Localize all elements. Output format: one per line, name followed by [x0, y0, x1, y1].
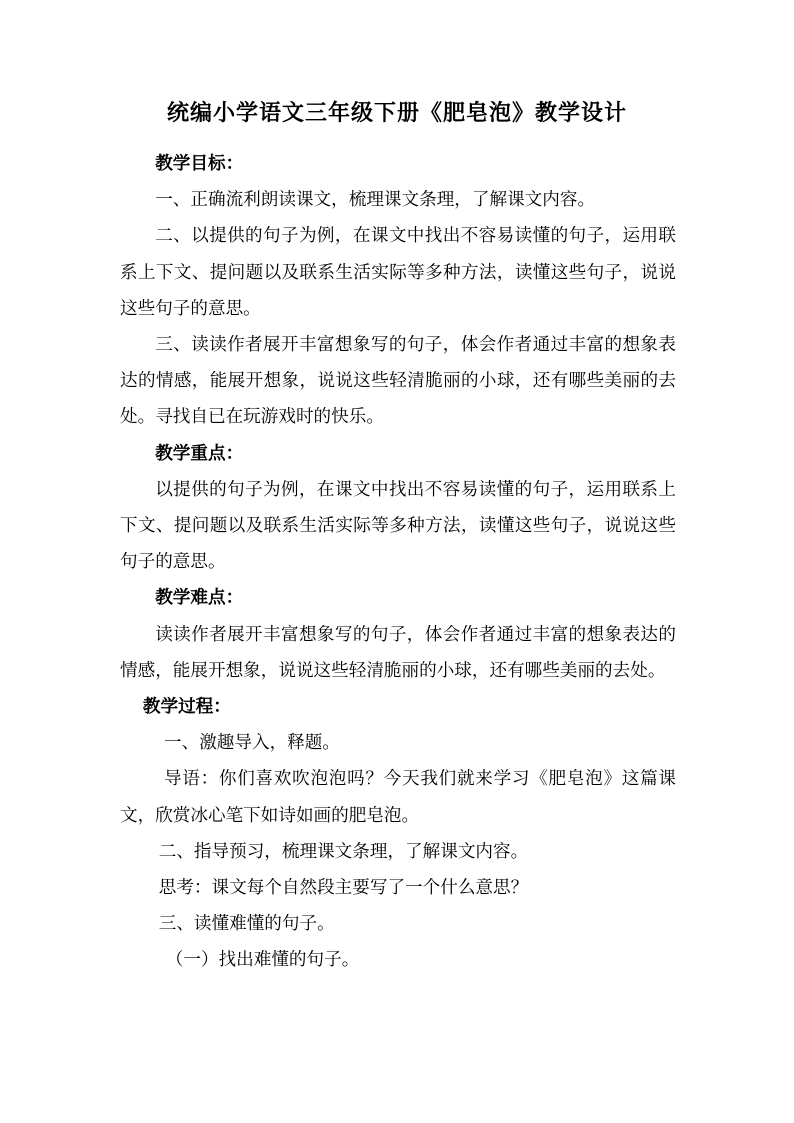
process-step-1: 一、激趣导入，释题。 — [164, 733, 340, 754]
process-step-2-think: 思考：课文每个自然段主要写了一个什么意思？ — [158, 878, 529, 899]
objective-3: 三、读读作者展开丰富想象写的句子，体会作者通过丰富的想象表达的情感，能展开想象，说说这些轻清脆丽的小球，还有哪些美丽的去处。寻找自已在玩游戏时的快乐。 — [120, 335, 676, 428]
process-step-3: 三、读懂难懂的句子。 — [158, 914, 335, 935]
difficulties-heading: 教学难点： — [155, 587, 244, 609]
process-step-3-sub-1: （一）找出难懂的句子。 — [165, 950, 360, 971]
objective-2: 二、以提供的句子为例，在课文中找出不容易读懂的句子，运用联系上下文、提问题以及联系生活实际等多种方法，读懂这些句子，说说这些句子的意思。 — [120, 226, 676, 319]
process-step-2: 二、指导预习，梳理课文条理，了解课文内容。 — [158, 841, 529, 862]
key-points-heading: 教学重点： — [155, 442, 244, 464]
document-title: 统编小学语文三年级下册《肥皂泡》教学设计 — [166, 100, 627, 126]
objectives-heading: 教学目标： — [155, 153, 244, 174]
key-points-text: 以提供的句子为例，在课文中找出不容易读懂的句子，运用联系上下文、提问题以及联系生活实际等多种方法，读懂这些句子，说说这些句子的意思。 — [120, 479, 676, 573]
objective-1: 一、正确流利朗读课文，梳理课文条理，了解课文内容。 — [155, 190, 596, 211]
process-step-1-intro: 导语：你们喜欢吹泡泡吗？今天我们就来学习《肥皂泡》这篇课文，欣赏冰心笔下如诗如画的肥皂泡。 — [120, 769, 676, 826]
process-heading: 教学过程： — [142, 696, 231, 718]
document-body — [120, 146, 676, 979]
difficulties-text: 读读作者展开丰富想象写的句子，体会作者通过丰富的想象表达的情感，能展开想象，说说这些轻清脆丽的小球，还有哪些美丽的去处。 — [120, 624, 676, 681]
